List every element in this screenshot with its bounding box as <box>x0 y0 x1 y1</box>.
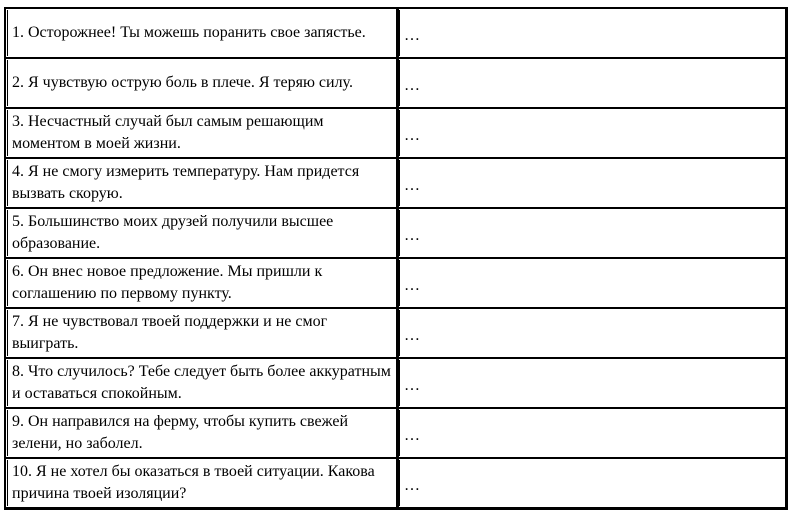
sentence-text: 6. Он внес новое предложение. Мы пришли к соглашению по первому пункту. <box>12 263 323 302</box>
answer-cell <box>398 308 786 358</box>
answer-text: … <box>404 427 420 444</box>
answer-text: … <box>404 477 420 494</box>
answer-cell <box>398 208 786 258</box>
sentence-text: 9. Он направился на ферму, чтобы купить свежей зелени, но заболел. <box>12 413 349 452</box>
sentence-text: 10. Я не хотел бы оказаться в твоей ситуации. Какова причина твоей изоляции? <box>12 463 375 502</box>
sentence-text: 3. Несчастный случай был самым решающим моментом в моей жизни. <box>12 113 324 152</box>
sentence-cell <box>5 408 398 458</box>
answer-cell <box>398 458 786 508</box>
table-row <box>5 258 786 308</box>
answer-text: … <box>404 77 420 94</box>
table-row <box>5 158 786 208</box>
sentence-text: 2. Я чувствую острую боль в плече. Я теряю силу. <box>12 74 353 91</box>
sentence-cell <box>5 458 398 508</box>
sentence-text: 4. Я не смогу измерить температуру. Нам придется вызвать скорую. <box>12 163 360 202</box>
table-row <box>5 8 786 58</box>
answer-cell <box>398 408 786 458</box>
table-row <box>5 408 786 458</box>
answer-text: … <box>404 227 420 244</box>
exercise-table <box>4 7 788 510</box>
answer-text: … <box>404 27 420 44</box>
sentence-cell <box>5 58 398 108</box>
sentence-cell <box>5 358 398 408</box>
sentence-text: 7. Я не чувствовал твоей поддержки и не смог выиграть. <box>12 313 328 352</box>
answer-cell <box>398 108 786 158</box>
table-row <box>5 208 786 258</box>
answer-cell <box>398 58 786 108</box>
answer-text: … <box>404 177 420 194</box>
table-row <box>5 108 786 158</box>
answer-text: … <box>404 277 420 294</box>
sentence-cell <box>5 108 398 158</box>
sentence-cell <box>5 158 398 208</box>
table-row <box>5 308 786 358</box>
table-row <box>5 458 786 508</box>
sentence-text: 8. Что случилось? Тебе следует быть более аккуратным и оставаться спокойным. <box>12 363 391 402</box>
answer-cell <box>398 358 786 408</box>
sentence-text: 1. Осторожнее! Ты можешь поранить свое запястье. <box>12 24 366 41</box>
answer-cell <box>398 8 786 58</box>
sentence-cell <box>5 208 398 258</box>
answer-text: … <box>404 127 420 144</box>
answer-text: … <box>404 377 420 394</box>
table-row <box>5 358 786 408</box>
sentence-cell <box>5 308 398 358</box>
table-row <box>5 58 786 108</box>
sentence-text: 5. Большинство моих друзей получили высшее образование. <box>12 213 334 252</box>
answer-cell <box>398 158 786 208</box>
sentence-cell <box>5 8 398 58</box>
sentence-cell <box>5 258 398 308</box>
answer-text: … <box>404 327 420 344</box>
answer-cell <box>398 258 786 308</box>
